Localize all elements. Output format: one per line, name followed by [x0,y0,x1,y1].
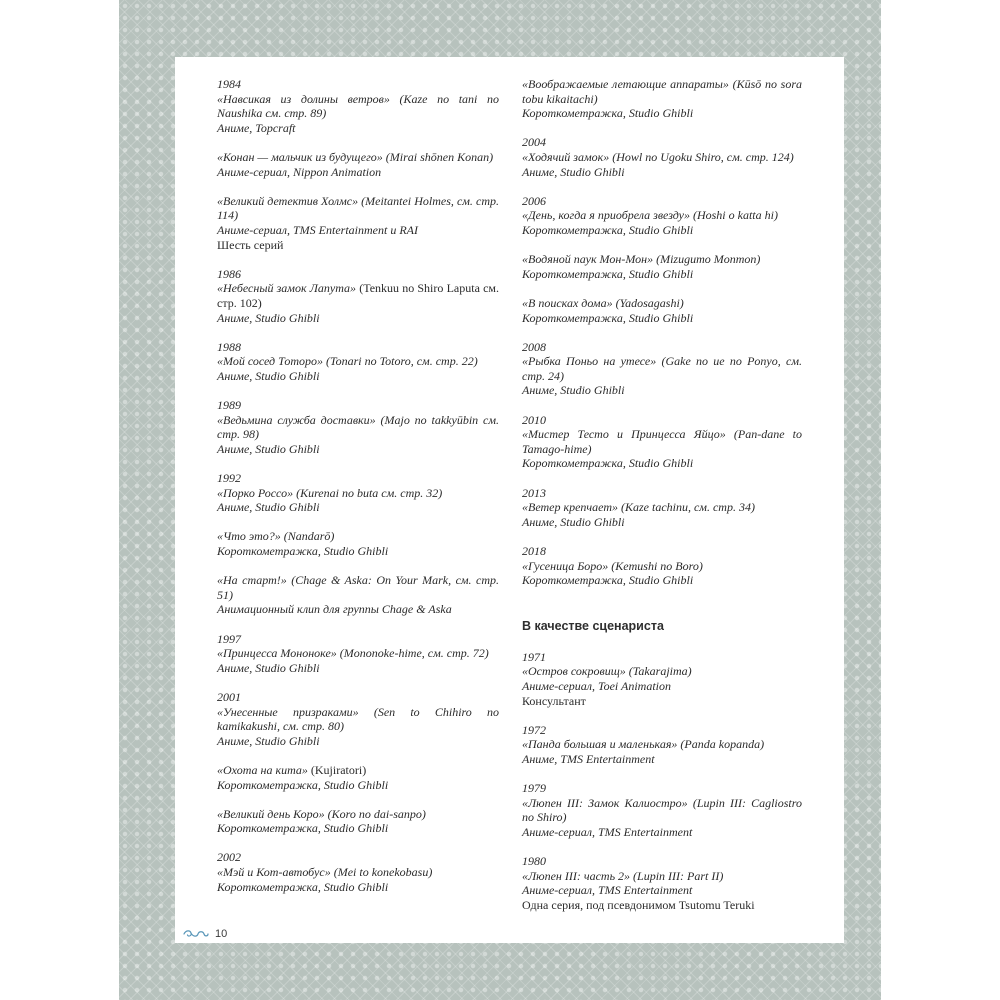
filmography-entry [522,296,802,325]
entry-title: «Великий день Коро» (Koro no dai-sanpo) [217,806,426,821]
filmography-entry [522,252,802,281]
entry-title: «Мэй и Кот-автобус» (Mei to konekobasu) [217,865,433,880]
entry-note: Одна серия, под псевдонимом Tsutomu Teruki [522,897,755,912]
entry-type: Аниме, Studio Ghibli [217,368,320,383]
filmography-entry [217,573,499,617]
entry-title: «Конан — мальчик из будущего» (Mirai shōnen Konan) [217,149,494,164]
entry-title: «Воображаемые летающие аппараты» (Kūsō no sora tobu kikaitachi) [522,77,802,106]
filmography-entry [217,763,499,792]
entry-title: «Ведьмина служба доставки» (Majo no takkyūbin см. стр. 98) [217,412,499,442]
entry-type: Короткометражка, Studio Ghibli [522,310,694,325]
entry-type: Короткометражка, Studio Ghibli [522,222,694,237]
entry-year: 1984 [217,77,241,91]
entry-title-original: (Tenkuu no Shiro Laputa см. стр. 102) [217,281,499,310]
filmography-right-column [522,77,802,927]
filmography-entry [217,267,499,325]
entry-title: «Порко Россо» (Kurenai no buta см. стр. 32) [217,485,443,500]
entry-title [217,281,499,310]
entry-type: Анимационный клип для группы Chage & Aska [217,602,452,617]
entry-type: Аниме-сериал, TMS Entertainment [522,883,693,898]
entry-type: Короткометражка, Studio Ghibli [522,456,694,471]
entry-title: «Водяной паук Мон-Мон» (Mizugumo Monmon) [522,252,761,267]
entry-title: «Панда большая и маленькая» (Panda kopanda) [522,737,765,752]
entry-title-russian: «Охота на кита» [217,762,308,777]
filmography-entry [217,529,499,558]
entry-year: 1979 [522,781,546,796]
filmography-entry [217,690,499,748]
entry-title: «Великий детектив Холмс» (Meitantei Holmes, см. стр. 114) [217,193,499,223]
entry-type: Аниме-сериал, Toei Animation [522,678,672,693]
entry-year: 2004 [522,135,546,150]
filmography-entry [217,340,499,384]
entry-title: «Мистер Тесто и Принцесса Яйцо» (Pan-dane to Tamago-hime) [522,427,802,456]
entry-title: «В поисках дома» (Yadosagashi) [522,295,684,310]
entry-year: 1971 [522,649,546,664]
entry-type: Аниме, TMS Entertainment [522,751,655,766]
entry-year: 1992 [217,471,241,486]
screenwriter-entry [522,723,802,767]
entry-title: «Принцесса Мононоке» (Mononoke-hime, см. стр. 72) [217,646,489,661]
filmography-entry [217,77,499,135]
filmography-entry [522,340,802,398]
filmography-entry [217,632,499,676]
entry-type: Аниме, Studio Ghibli [217,733,320,748]
entry-type: Аниме, Studio Ghibli [217,660,320,675]
entry-note: Шесть серий [217,237,284,252]
entry-type: Аниме-сериал, Nippon Animation [217,164,382,179]
entry-type: Короткометражка, Studio Ghibli [522,266,694,281]
entry-type: Короткометражка, Studio Ghibli [217,777,389,792]
entry-title: «День, когда я приобрела звезду» (Hoshi o katta hi) [522,208,778,223]
entry-year: 2008 [522,339,546,354]
screenwriter-entry [522,781,802,839]
entry-year: 2002 [217,850,241,865]
entry-type: Аниме, Studio Ghibli [522,164,625,179]
page-number: 10 [215,928,228,940]
entry-title: «Люпен III: Замок Калиостро» (Lupin III: Cagliostro no Shiro) [522,795,802,825]
filmography-entry [522,194,802,238]
entry-year: 2006 [522,193,546,208]
entry-type: Аниме, Studio Ghibli [217,441,320,456]
entry-title: «На старт!» (Chage & Aska: On Your Mark, см. стр. 51) [217,573,499,602]
entry-type: Короткометражка, Studio Ghibli [522,106,694,121]
entry-type: Аниме, Studio Ghibli [217,310,320,325]
swirl-ornament-icon [183,929,209,939]
entry-year: 2013 [522,485,546,500]
entry-title: «Ходячий замок» (Howl no Ugoku Shiro, см. стр. 124) [522,149,794,164]
entry-title: «Рыбка Поньо на утесе» (Gake no ue no Ponyo, см. стр. 24) [522,354,802,383]
entry-title: «Люпен III: часть 2» (Lupin III: Part II) [522,868,724,883]
entry-year: 2010 [522,412,546,427]
entry-type: Аниме, Studio Ghibli [217,500,320,515]
filmography-entry [522,544,802,588]
entry-type: Короткометражка, Studio Ghibli [217,821,389,836]
entry-year: 2001 [217,689,241,704]
entry-title: «Ветер крепчает» (Kaze tachinu, см. стр. 34) [522,500,755,515]
entry-title: «Остров сокровищ» (Takarajima) [522,664,692,679]
filmography-entry [217,850,499,894]
entry-title: «Мой сосед Тоторо» (Tonari no Totoro, см. стр. 22) [217,354,478,369]
filmography-entry [522,77,802,121]
entry-year: 1997 [217,631,241,646]
entry-type: Короткометражка, Studio Ghibli [522,573,694,588]
entry-type: Аниме-сериал, TMS Entertainment [522,824,693,839]
page-footer [183,927,227,941]
entry-type: Аниме-сериал, TMS Entertainment и RAI [217,222,418,237]
entry-year: 2018 [522,544,546,558]
filmography-entry [217,194,499,252]
filmography-entry [217,807,499,836]
entry-title [217,763,499,778]
filmography-entry [522,486,802,530]
entry-type: Короткометражка, Studio Ghibli [217,879,389,894]
entry-type: Аниме, Topcraft [217,120,296,135]
entry-type: Аниме, Studio Ghibli [522,514,625,529]
entry-type: Короткометражка, Studio Ghibli [217,544,389,558]
entry-year: 1989 [217,398,241,413]
entry-note: Консультант [522,693,586,708]
screenwriter-entry [522,854,802,912]
entry-title: «Навсикая из долины ветров» (Kaze no tani no Naushika см. стр. 89) [217,91,499,121]
filmography-left-column [217,77,499,909]
entry-type: Аниме, Studio Ghibli [522,383,625,398]
book-page [175,57,844,943]
entry-year: 1986 [217,266,241,281]
entry-year: 1980 [522,854,546,869]
entry-title: «Гусеница Боро» (Kemushi no Boro) [522,558,703,573]
filmography-entry [217,471,499,515]
screenwriter-entry [522,650,802,708]
filmography-entry [217,398,499,456]
entry-title-original: (Kujiratori) [307,762,367,777]
entry-title: «Что это?» (Nandarō) [217,529,335,544]
section-heading-screenwriter: В качестве сценариста [522,618,664,633]
filmography-entry [522,413,802,471]
entry-year: 1972 [522,722,546,737]
entry-year: 1988 [217,339,241,354]
filmography-entry [522,135,802,179]
entry-title: «Унесенные призраками» (Sen to Chihiro no kamikakushi, см. стр. 80) [217,704,499,734]
filmography-entry [217,150,499,179]
entry-title-russian: «Небесный замок Лапута» [217,281,357,296]
